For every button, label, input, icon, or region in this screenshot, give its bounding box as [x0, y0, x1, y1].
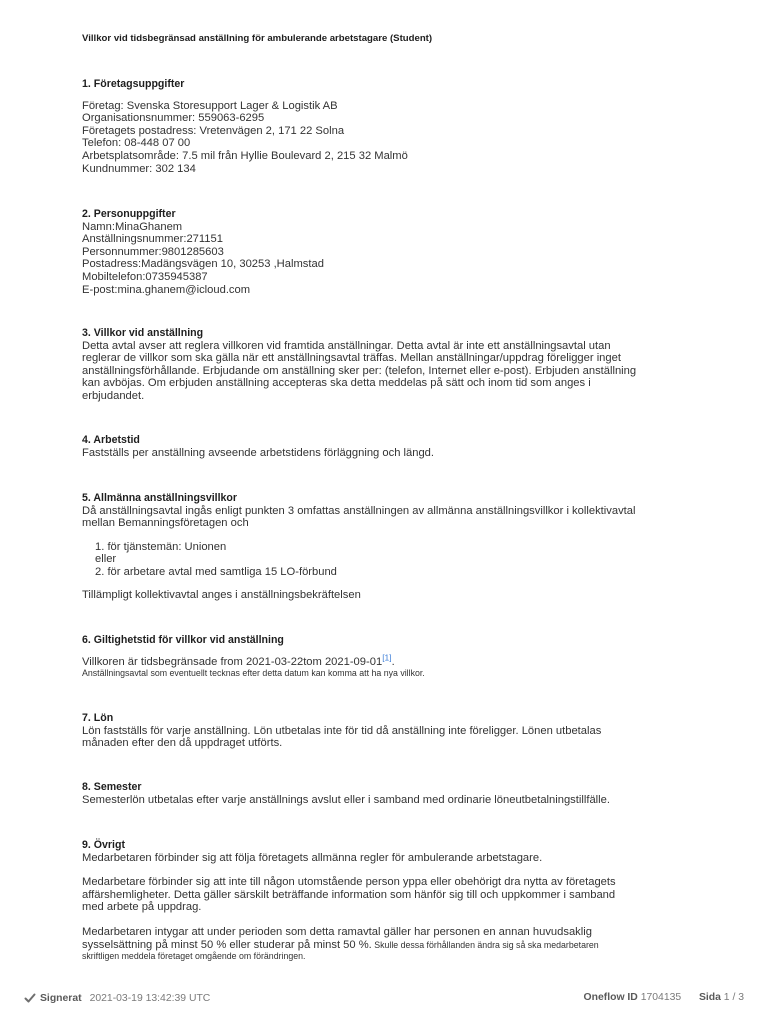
section-personal-details	[82, 208, 692, 296]
section-other	[82, 839, 692, 962]
signed-status	[24, 992, 210, 1004]
customer-number: Kundnummer: 302 134	[82, 162, 196, 175]
list-item: 1. för tjänstemän: Unionen	[95, 540, 227, 553]
personal-id-number: Personnummer:9801285603	[82, 245, 224, 258]
paragraph-line: Medarbetaren intygar att under perioden som detta ramavtal gäller har personen en annan huvudsaklig	[82, 925, 592, 938]
agreement-list	[82, 541, 692, 579]
company-address: Företagets postadress: Vretenvägen 2, 171 22 Solna	[82, 124, 345, 137]
paragraph-line: Medarbetare förbinder sig att inte till någon utomstående person yppa eller obehörigt dra nytta av företagets	[82, 876, 616, 889]
collective-agreement-note: Tillämpligt kollektivavtal anges i anställningsbekräftelsen	[82, 588, 361, 601]
section-heading: 6. Giltighetstid för villkor vid anställning	[82, 634, 284, 646]
person-address: Postadress:Madängsvägen 10, 30253 ,Halmstad	[82, 258, 324, 271]
paragraph-line: kan avböjas. Om erbjuden anställning accepteras ska detta meddelas på sätt och inom tid som anges i	[82, 377, 591, 390]
section-heading: 7. Lön	[82, 712, 114, 724]
section-vacation	[82, 781, 692, 806]
validity-text	[82, 651, 692, 669]
paragraph-line	[82, 939, 692, 952]
workplace-area: Arbetsplatsområde: 7.5 mil från Hyllie Boulevard 2, 215 32 Malmö	[82, 149, 408, 162]
validity-dates: Villkoren är tidsbegränsade from 2021-03-22tom 2021-09-01	[82, 655, 383, 668]
mobile-phone: Mobiltelefon:0735945387	[82, 270, 208, 283]
paragraph-line: Fastställs per anställning avseende arbetstidens förläggning och längd.	[82, 446, 435, 459]
section-heading: 1. Företagsuppgifter	[82, 78, 185, 90]
paragraph-line: reglerar de villkor som ska gälla när ett anställningsavtal träffas. Mellan anställningar/uppdrag föreligger inget	[82, 352, 621, 365]
paragraph-line: Då anställningsavtal ingås enligt punkten 3 omfattas anställningen av allmänna anställningsvillkor i kollektivavtal	[82, 504, 636, 517]
org-number: Organisationsnummer: 559063-6295	[82, 112, 265, 125]
oneflow-label: Oneflow ID	[583, 992, 638, 1003]
change-notice-cont: skriftligen meddela företaget omgående om förändringen.	[82, 951, 306, 962]
footnote-link[interactable]: [1]	[382, 651, 392, 662]
section-heading: 8. Semester	[82, 781, 142, 793]
paragraph-line: Semesterlön utbetalas efter varje anställnings avslut eller i samband med ordinarie löneutbetalningstillfälle.	[82, 793, 610, 806]
change-notice: Skulle dessa förhållanden ändra sig så ska medarbetaren	[371, 939, 599, 950]
validity-small-note: Anställningsavtal som eventuellt tecknas efter detta datum kan komma att ha nya villkor.	[82, 668, 425, 679]
page-label: Sida	[698, 992, 721, 1003]
paragraph-line: affärshemligheter. Detta gäller särskilt beträffande information som hänför sig till och uppkommer i samband	[82, 888, 616, 901]
paragraph-line: Detta avtal avser att reglera villkoren vid framtida anställningar. Detta avtal är inte ett anställningsavtal utan	[82, 339, 611, 352]
list-item: 2. för arbetare avtal med samtliga 15 LO-förbund	[95, 565, 337, 578]
company-name: Företag: Svenska Storesupport Lager & Logistik AB	[82, 99, 338, 112]
section-validity	[82, 634, 692, 679]
employment-number: Anställningsnummer:271151	[82, 233, 223, 246]
paragraph-line: Medarbetaren förbinder sig att följa företagets allmänna regler för ambulerande arbetstagare.	[82, 851, 543, 864]
email: E-post:mina.ghanem@icloud.com	[82, 283, 251, 296]
paragraph-line: månaden efter den då uppdraget utförts.	[82, 737, 283, 750]
section-heading: 9. Övrigt	[82, 839, 125, 851]
section-company-details	[82, 78, 692, 175]
company-phone: Telefon: 08-448 07 00	[82, 137, 191, 150]
section-working-hours	[82, 434, 692, 459]
person-name: Namn:MinaGhanem	[82, 220, 183, 233]
paragraph-line: med arbete på uppdrag.	[82, 901, 202, 914]
signature-footer	[0, 985, 768, 1015]
document-title: Villkor vid tidsbegränsad anställning för ambulerande arbetstagare (Student)	[82, 33, 433, 44]
section-heading: 4. Arbetstid	[82, 434, 140, 446]
oneflow-id: 1704135	[640, 992, 682, 1003]
section-employment-terms	[82, 327, 692, 403]
section-heading: 2. Personuppgifter	[82, 208, 176, 220]
occupation-statement: sysselsättning på minst 50 % eller studerar på minst 50 %.	[82, 938, 372, 951]
list-item: eller	[95, 553, 117, 566]
check-icon	[24, 992, 36, 1004]
paragraph-line: mellan Bemanningsföretagen och	[82, 517, 249, 530]
page-indicator: 1 / 3	[723, 992, 744, 1003]
signed-date: 2021-03-19 13:42:39 UTC	[89, 992, 211, 1004]
section-general-terms	[82, 492, 692, 601]
signed-label: Signerat	[40, 992, 82, 1004]
paragraph-line: Lön fastställs för varje anställning. Lön utbetalas inte för tid då anställning inte föreligger. Lönen utbetalas	[82, 724, 602, 737]
section-salary	[82, 712, 692, 750]
paragraph-line: anställningsförhållande. Erbjudande om anställning sker per: (telefon, Internet eller e-post). Erbjuden anställning	[82, 364, 637, 377]
validity-period-end: .	[391, 655, 395, 668]
paragraph-line: erbjudandet.	[82, 389, 145, 402]
section-heading: 3. Villkor vid anställning	[82, 327, 204, 339]
document-meta	[584, 992, 744, 1003]
section-heading: 5. Allmänna anställningsvillkor	[82, 492, 238, 504]
